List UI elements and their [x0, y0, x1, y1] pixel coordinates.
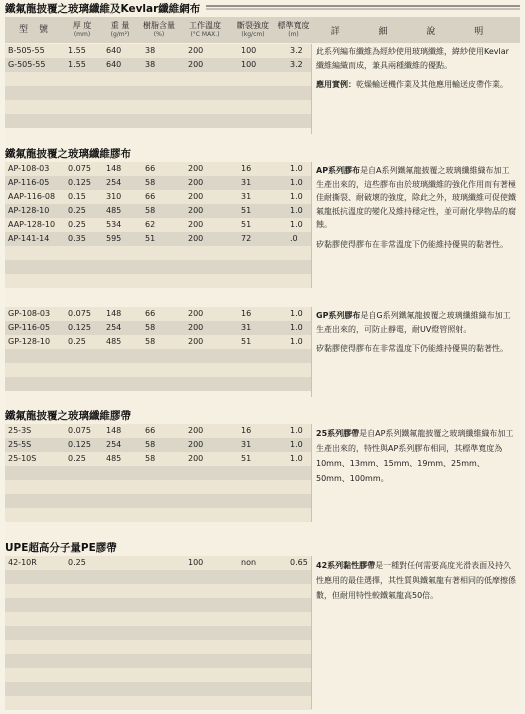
section4-title: 鐵氟龍披覆之玻璃纖維膠帶: [5, 410, 131, 422]
catalog-page: [5, 3, 520, 709]
header-resin: 樹脂含量 (%): [143, 21, 175, 38]
table-row: G-505-55 1.55 640 38 200 100 3.2: [8, 60, 303, 69]
table-row: B-505-55 1.55 640 38 200 100 3.2: [8, 46, 303, 55]
section5-table: [5, 556, 520, 709]
table-row: AAP-128-10 0.25 534 62 200 51 1.0: [8, 220, 303, 229]
table-row: AP-128-10 0.25 485 58 200 51 1.0: [8, 206, 303, 215]
table-row: AAP-116-08 0.15 310 66 200 31 1.0: [8, 192, 303, 201]
section3-description: GP系列膠布是自G系列鐵氟龍披覆之玻璃纖維織布加工生產出來的，可防止靜電，耐UV燈管照射。 矽黏膠使得膠布在非常溫度下仍能維持優異的黏著性。: [316, 311, 511, 353]
header-temp: 工作溫度 (°C MAX.): [189, 21, 221, 38]
table-row: 42-10R 0.25 100 non 0.65: [8, 558, 308, 567]
section5-title: UPE超高分子量PE膠帶: [5, 542, 117, 554]
table-row: GP-116-05 0.125 254 58 200 31 1.0: [8, 323, 303, 332]
section4-description: 25系列膠帶是自AP系列鐵氟龍披覆之玻璃纖維織布加工生產出來的，特性與AP系列膠布相同，其標準寬度為10mm、13mm、15mm、19mm、25mm、50mm、100mm。: [316, 429, 514, 483]
section2-description: AP系列膠布是自A系列鐵氟龍披覆之玻璃纖維織布加工生產出來的，這些膠布由於玻璃纖維的強化作用而有著極佳耐撕裂、耐破壞的強度，除此之外，玻璃纖維可促使鐵氟龍抵抗溫度的變化及維持穩定性，並可耐化學物品的腐蝕。 矽黏膠使得膠布在非常溫度下仍能維持優異的黏著性。: [316, 166, 516, 249]
section5-description: 42系列黏性膠帶是一種對任何需要高度光滑表面及持久性應用的最佳選擇，其性質與鐵氟龍有著相同的低摩擦係數，但耐用特性較鐵氟龍高50倍。: [316, 561, 516, 600]
section1-description: 此系列編布纖維為經紗使用玻璃纖維，緯紗使用Kevlar纖維編織而成，兼具兩種纖維的優點。 應用實例：乾燥輸送機作業及其他應用輸送皮帶作業。: [316, 47, 509, 89]
header-thickness: 厚 度 (mm): [72, 21, 92, 38]
section3-table: [5, 307, 520, 397]
table-row: AP-108-03 0.075 148 66 200 16 1.0: [8, 164, 303, 173]
header-width: 標準寬度 (m): [277, 21, 310, 38]
header-weight: 重 量 (g/m²): [110, 21, 130, 38]
section4-table: [5, 424, 520, 522]
table-row: 25-10S 0.25 485 58 200 51 1.0: [8, 454, 303, 463]
section2-table: [5, 162, 520, 288]
section2-title: 鐵氟龍披覆之玻璃纖維膠布: [5, 148, 131, 160]
table-row: 25-5S 0.125 254 58 200 31 1.0: [8, 440, 303, 449]
table-row: 25-3S 0.075 148 66 200 16 1.0: [8, 426, 303, 435]
header-detail: 詳 細 說 明: [330, 26, 502, 37]
table-row: AP-116-05 0.125 254 58 200 31 1.0: [8, 178, 303, 187]
header-model: 型 號: [18, 24, 49, 35]
table-header: [5, 17, 520, 43]
section1-title: 鐵氟龍披覆之玻璃纖維及Kevlar纖維網布: [5, 1, 206, 16]
table-row: GP-108-03 0.075 148 66 200 16 1.0: [8, 309, 303, 318]
table-row: GP-128-10 0.25 485 58 200 51 1.0: [8, 337, 303, 346]
section1-table: [5, 44, 520, 134]
table-row: AP-141-14 0.35 595 51 200 72 .0: [8, 234, 298, 243]
header-strength: 斷裂強度 (kg/cm): [237, 21, 269, 38]
